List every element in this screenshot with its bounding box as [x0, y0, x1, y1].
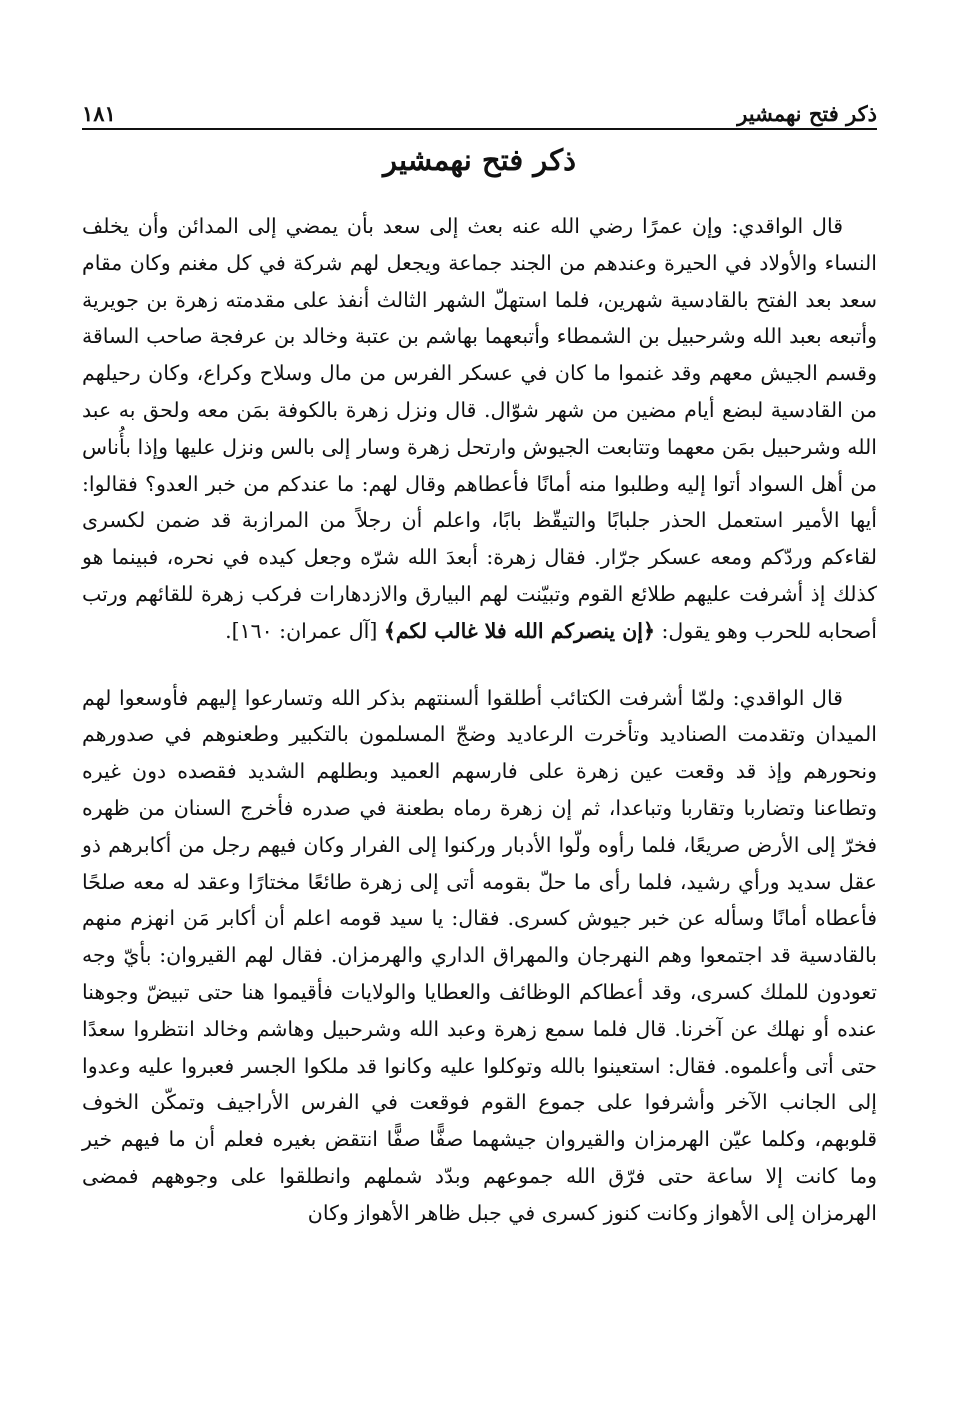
body-text [82, 208, 877, 1232]
quran-reference: [آل عمران: ١٦٠]. [225, 618, 384, 643]
running-title: ذكر فتح نهمشير [737, 101, 877, 126]
chapter-title: ذكر فتح نهمشير [382, 143, 577, 177]
paragraph-2 [82, 680, 877, 1232]
paragraph-1 [82, 208, 877, 650]
paragraph-2-text: قال الواقدي: ولمّا أشرفت الكتائب أطلقوا ألسنتهم بذكر الله وتسارعوا إليهم فأوسعوا لهم الميدان وتقدمت الصناديد وتأخرت الرعاديد وضجّ المسلمون بالتكبير وطعنوهم في صدورهم ونحورهم وإذ قد وقعت عين زهرة على فارسهم العميد وبطلهم الشديد فقصده دون غيره وتطاعنا وتضاربا وتقاربا وتباعدا، ثم إن زهرة رماه بطعنة في صدره فأخرج السنان من ظهره فخرّ إلى الأرض صريعًا، فلما رأوه ولّوا الأدبار وركنوا إلى الفرار وكان فيهم رجل من أكابرهم ذو عقل سديد ورأي رشيد، فلما رأى ما حلّ بقومه أتى إلى زهرة طائعًا مختارًا وعقد له معه صلحًا فأعطاه أمانًا وسأله عن خبر جيوش كسرى. فقال: يا سيد قومه اعلم أن أكابر مَن انهزم منهم بالقادسية قد اجتمعوا وهم النهرجان والمهراق الداري والهرمزان. فقال لهم القيروان: بأيّ وجه تعودون للملك كسرى، وقد أعطاكم الوظائف والعطايا والولايات فأقيموا هنا حتى تبيضّ وجوهنا عنده أو نهلك عن آخرنا. قال فلما سمع زهرة وعبد الله وشرحبيل وهاشم وخالد انتظروا سعدًا حتى أتى وأعلموه. فقال: استعينوا بالله وتوكلوا عليه وكانوا قد ملكوا الجسر فعبروا عليه وعدوا إلى الجانب الآخر وأشرفوا على جموع القوم فوقعت في الفرس الأراجيف وتمكّن الخوف قلوبهم، وكلما عيّن الهرمزان والقيروان جيشهما صفًّا صفًّا انتقض بغيره فعلم أن ما فيهم خير وما كانت إلا ساعة حتى فرّق الله جموعهم وبدّد شملهم وانطلقوا على وجوههم فمضى الهرمزان إلى الأهواز وكانت كنوز كسرى في جبل ظاهر الأهواز وكان [82, 685, 877, 1225]
running-head [82, 92, 877, 126]
quran-quote: ﴿إن ينصركم الله فلا غالب لكم﴾ [383, 618, 655, 643]
paragraph-1-text: قال الواقدي: وإن عمرًا رضي الله عنه بعث إلى سعد بأن يمضي إلى المدائن وأن يخلف النساء والأولاد في الحيرة وعندهم من الجند جماعة ويجعل لهم شركة في كل مغنم وكان مقام سعد بعد الفتح بالقادسية شهرين، فلما استهلّ الشهر الثالث أنفذ على مقدمته زهرة بن جويرية وأتبعه بعبد الله وشرحبيل بن الشمطاء وأتبعهما بهاشم بن عتبة وخالد بن عرفجة صاحب الساقة وقسم الجيش معهم وقد غنموا ما كان في عسكر الفرس من مال وسلاح وكراع، وكان رحيلهم من القادسية لبضع أيام مضين من شهر شوّال. قال ونزل زهرة بالكوفة بمَن معه ولحق به عبد الله وشرحبيل بمَن معهما وتتابعت الجيوش وارتحل زهرة وسار إلى بالس ونزل عليها وإذا بأُناس من أهل السواد أتوا إليه وطلبوا منه أمانًا فأعطاهم وقال لهم: ما عندكم من خبر العدو؟ فقالوا: أيها الأمير استعمل الحذر جلبابًا والتيقّظ بابًا، واعلم أن رجلاً من المرازبة قد ضمن لكسرى لقاءكم وردّكم ومعه عسكر جرّار. فقال زهرة: أبعدَ الله شرّه وجعل كيده في نحره، فبينما هو كذلك إذ أشرفت عليهم طلائع القوم وتبيّنت لهم البيارق والازدهارات فركب زهرة للقائهم ورتب أصحابه للحرب وهو يقول: [82, 214, 877, 643]
page-number: ١٨١ [82, 101, 116, 126]
header-rule [82, 128, 877, 130]
